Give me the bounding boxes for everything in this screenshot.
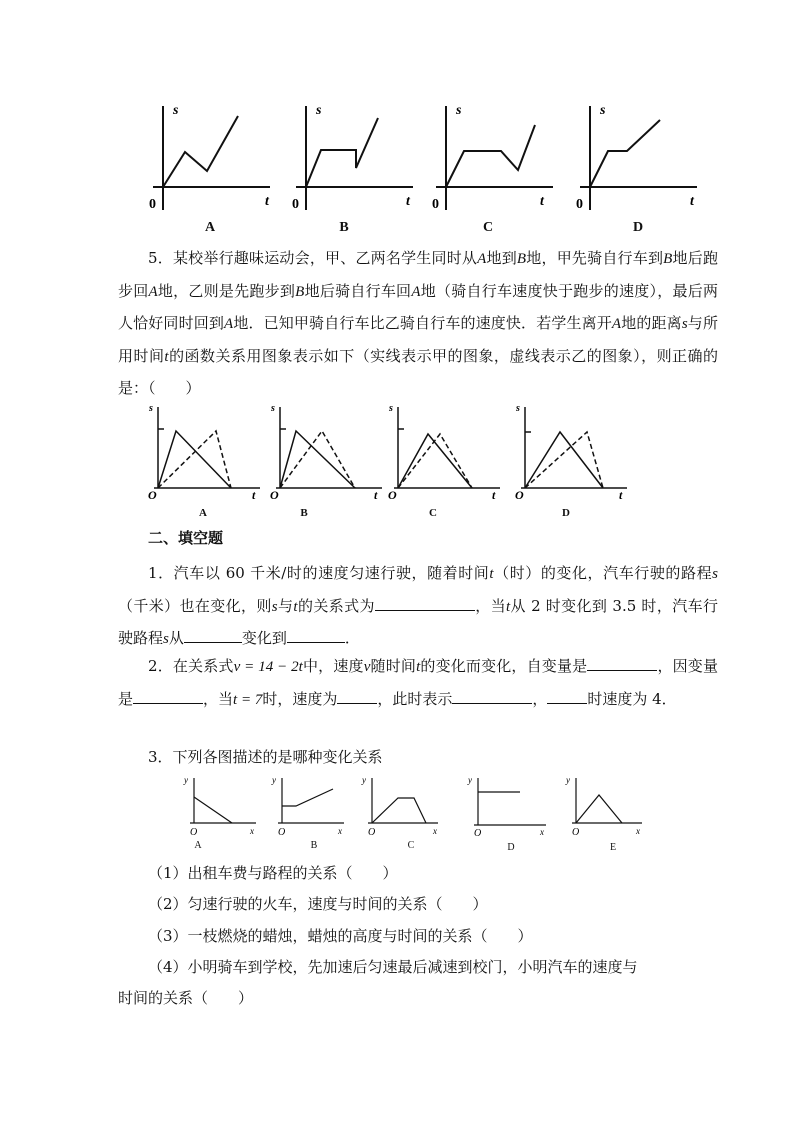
f3-label-d: D (507, 842, 515, 853)
axis-y-label: y (566, 775, 570, 785)
section-title: 二、填空题 (148, 529, 224, 547)
f3-item-4-cont: 时间的关系（ ） (118, 989, 254, 1007)
answer-blank[interactable] (287, 626, 345, 643)
f3-graph-d (462, 773, 547, 838)
f3-item-2: （2）匀速行驶的火车，速度与时间的关系（ ） (148, 895, 488, 913)
f3-label-a: A (194, 840, 202, 851)
origin-label: O (515, 488, 524, 502)
origin-label: O (148, 488, 157, 502)
axis-x-label: x (250, 826, 254, 836)
axis-s-label: s (456, 103, 462, 118)
q4-graph-c (428, 98, 558, 213)
f3-label-e: E (609, 842, 617, 853)
axis-x-label: x (636, 826, 640, 836)
q5-graph-d (515, 402, 635, 502)
f3-graph-a (178, 773, 258, 838)
axis-t-label: t (406, 194, 410, 209)
axis-t-label: t (265, 194, 269, 209)
origin-label: 0 (292, 197, 299, 212)
axis-s-label: s (389, 403, 393, 414)
q4-graph-b (288, 98, 418, 213)
q5-label-a: A (199, 507, 207, 519)
axis-x-label: x (540, 827, 544, 837)
answer-blank[interactable] (452, 687, 532, 704)
axis-x-label: x (433, 826, 437, 836)
answer-blank[interactable] (184, 626, 242, 643)
q5-label-b: B (300, 507, 308, 519)
axis-t-label: t (252, 488, 256, 502)
f3-item-4: （4）小明骑车到学校，先加速后匀速最后减速到校门，小明汽车的速度与 (148, 958, 638, 976)
f3-label-b: B (310, 840, 318, 851)
answer-blank[interactable] (547, 687, 587, 704)
axis-s-label: s (173, 103, 179, 118)
origin-label: O (388, 488, 397, 502)
q4-label-a: A (204, 220, 216, 235)
axis-s-label: s (316, 103, 322, 118)
q5-graph-c (388, 402, 508, 502)
axis-s-label: s (516, 403, 520, 414)
q4-graph-d (572, 98, 702, 213)
q5-graph-a (148, 402, 268, 502)
axis-t-label: t (690, 194, 694, 209)
origin-label: 0 (149, 197, 156, 212)
answer-blank[interactable] (375, 594, 475, 611)
q5-question: 5．某校举行趣味运动会，甲、乙两名学生同时从A地到B地，甲先骑自行车到B地后跑步回A地，乙则是先跑步到B地后骑自行车回A地（骑自行车速度快于跑步的速度），最后两人恰好同时回到A地．已知甲骑自行车比乙骑自行车的速度快．若学生离开A地的距离s与所用时间t的函数关系用图象表示如下（实线表示甲的图象，虚线表示乙的图象），则正确的是：（ ） (118, 249, 718, 397)
origin-label: O (474, 828, 482, 839)
origin-label: O (572, 827, 580, 838)
f3-item-3: （3）一枝燃烧的蜡烛，蜡烛的高度与时间的关系（ ） (148, 927, 533, 945)
q4-label-c: C (482, 220, 494, 235)
answer-blank[interactable] (133, 687, 203, 704)
axis-y-label: y (184, 775, 188, 785)
f3-graph-e (560, 773, 645, 838)
f3-graph-b (266, 773, 346, 838)
axis-s-label: s (149, 403, 153, 414)
axis-y-label: y (272, 775, 276, 785)
q5-label-c: C (429, 507, 437, 519)
fill-q3-title: 3．下列各图描述的是哪种变化关系 (148, 748, 383, 766)
origin-label: O (368, 827, 376, 838)
origin-label: O (278, 827, 286, 838)
origin-label: O (190, 827, 198, 838)
axis-y-label: y (362, 775, 366, 785)
f3-graph-c (356, 773, 441, 838)
q4-label-b: B (339, 220, 349, 235)
f3-label-c: C (407, 840, 415, 851)
q5-graph-b (270, 402, 390, 502)
axis-s-label: s (271, 403, 275, 414)
axis-t-label: t (619, 488, 623, 502)
q4-graph-a (145, 98, 275, 213)
axis-y-label: y (468, 775, 472, 785)
axis-t-label: t (374, 488, 378, 502)
fill-q1: 1．汽车以 60 千米/时的速度匀速行驶，随着时间t（时）的变化，汽车行驶的路程s（千米）也在变化，则s与t的关系式为 ，当t从 2 时变化到 3.5 时，汽车行驶路程s从 变化到 ． (118, 564, 718, 647)
axis-x-label: x (338, 826, 342, 836)
fill-q2: 2．在关系式v = 14 − 2t中，速度v随时间t的变化而变化，自变量是 ，因变量是 ，当t = 7时，速度为 ，此时表示 ， 时速度为 4． (118, 651, 718, 716)
q4-label-d: D (632, 220, 644, 235)
answer-blank[interactable] (587, 654, 657, 671)
origin-label: O (270, 488, 279, 502)
f3-item-1: （1）出租车费与路程的关系（ ） (148, 864, 398, 882)
answer-blank[interactable] (337, 687, 377, 704)
origin-label: 0 (576, 197, 583, 212)
axis-s-label: s (600, 103, 606, 118)
axis-t-label: t (540, 194, 544, 209)
axis-t-label: t (492, 488, 496, 502)
origin-label: 0 (432, 197, 439, 212)
q5-label-d: D (562, 507, 570, 519)
